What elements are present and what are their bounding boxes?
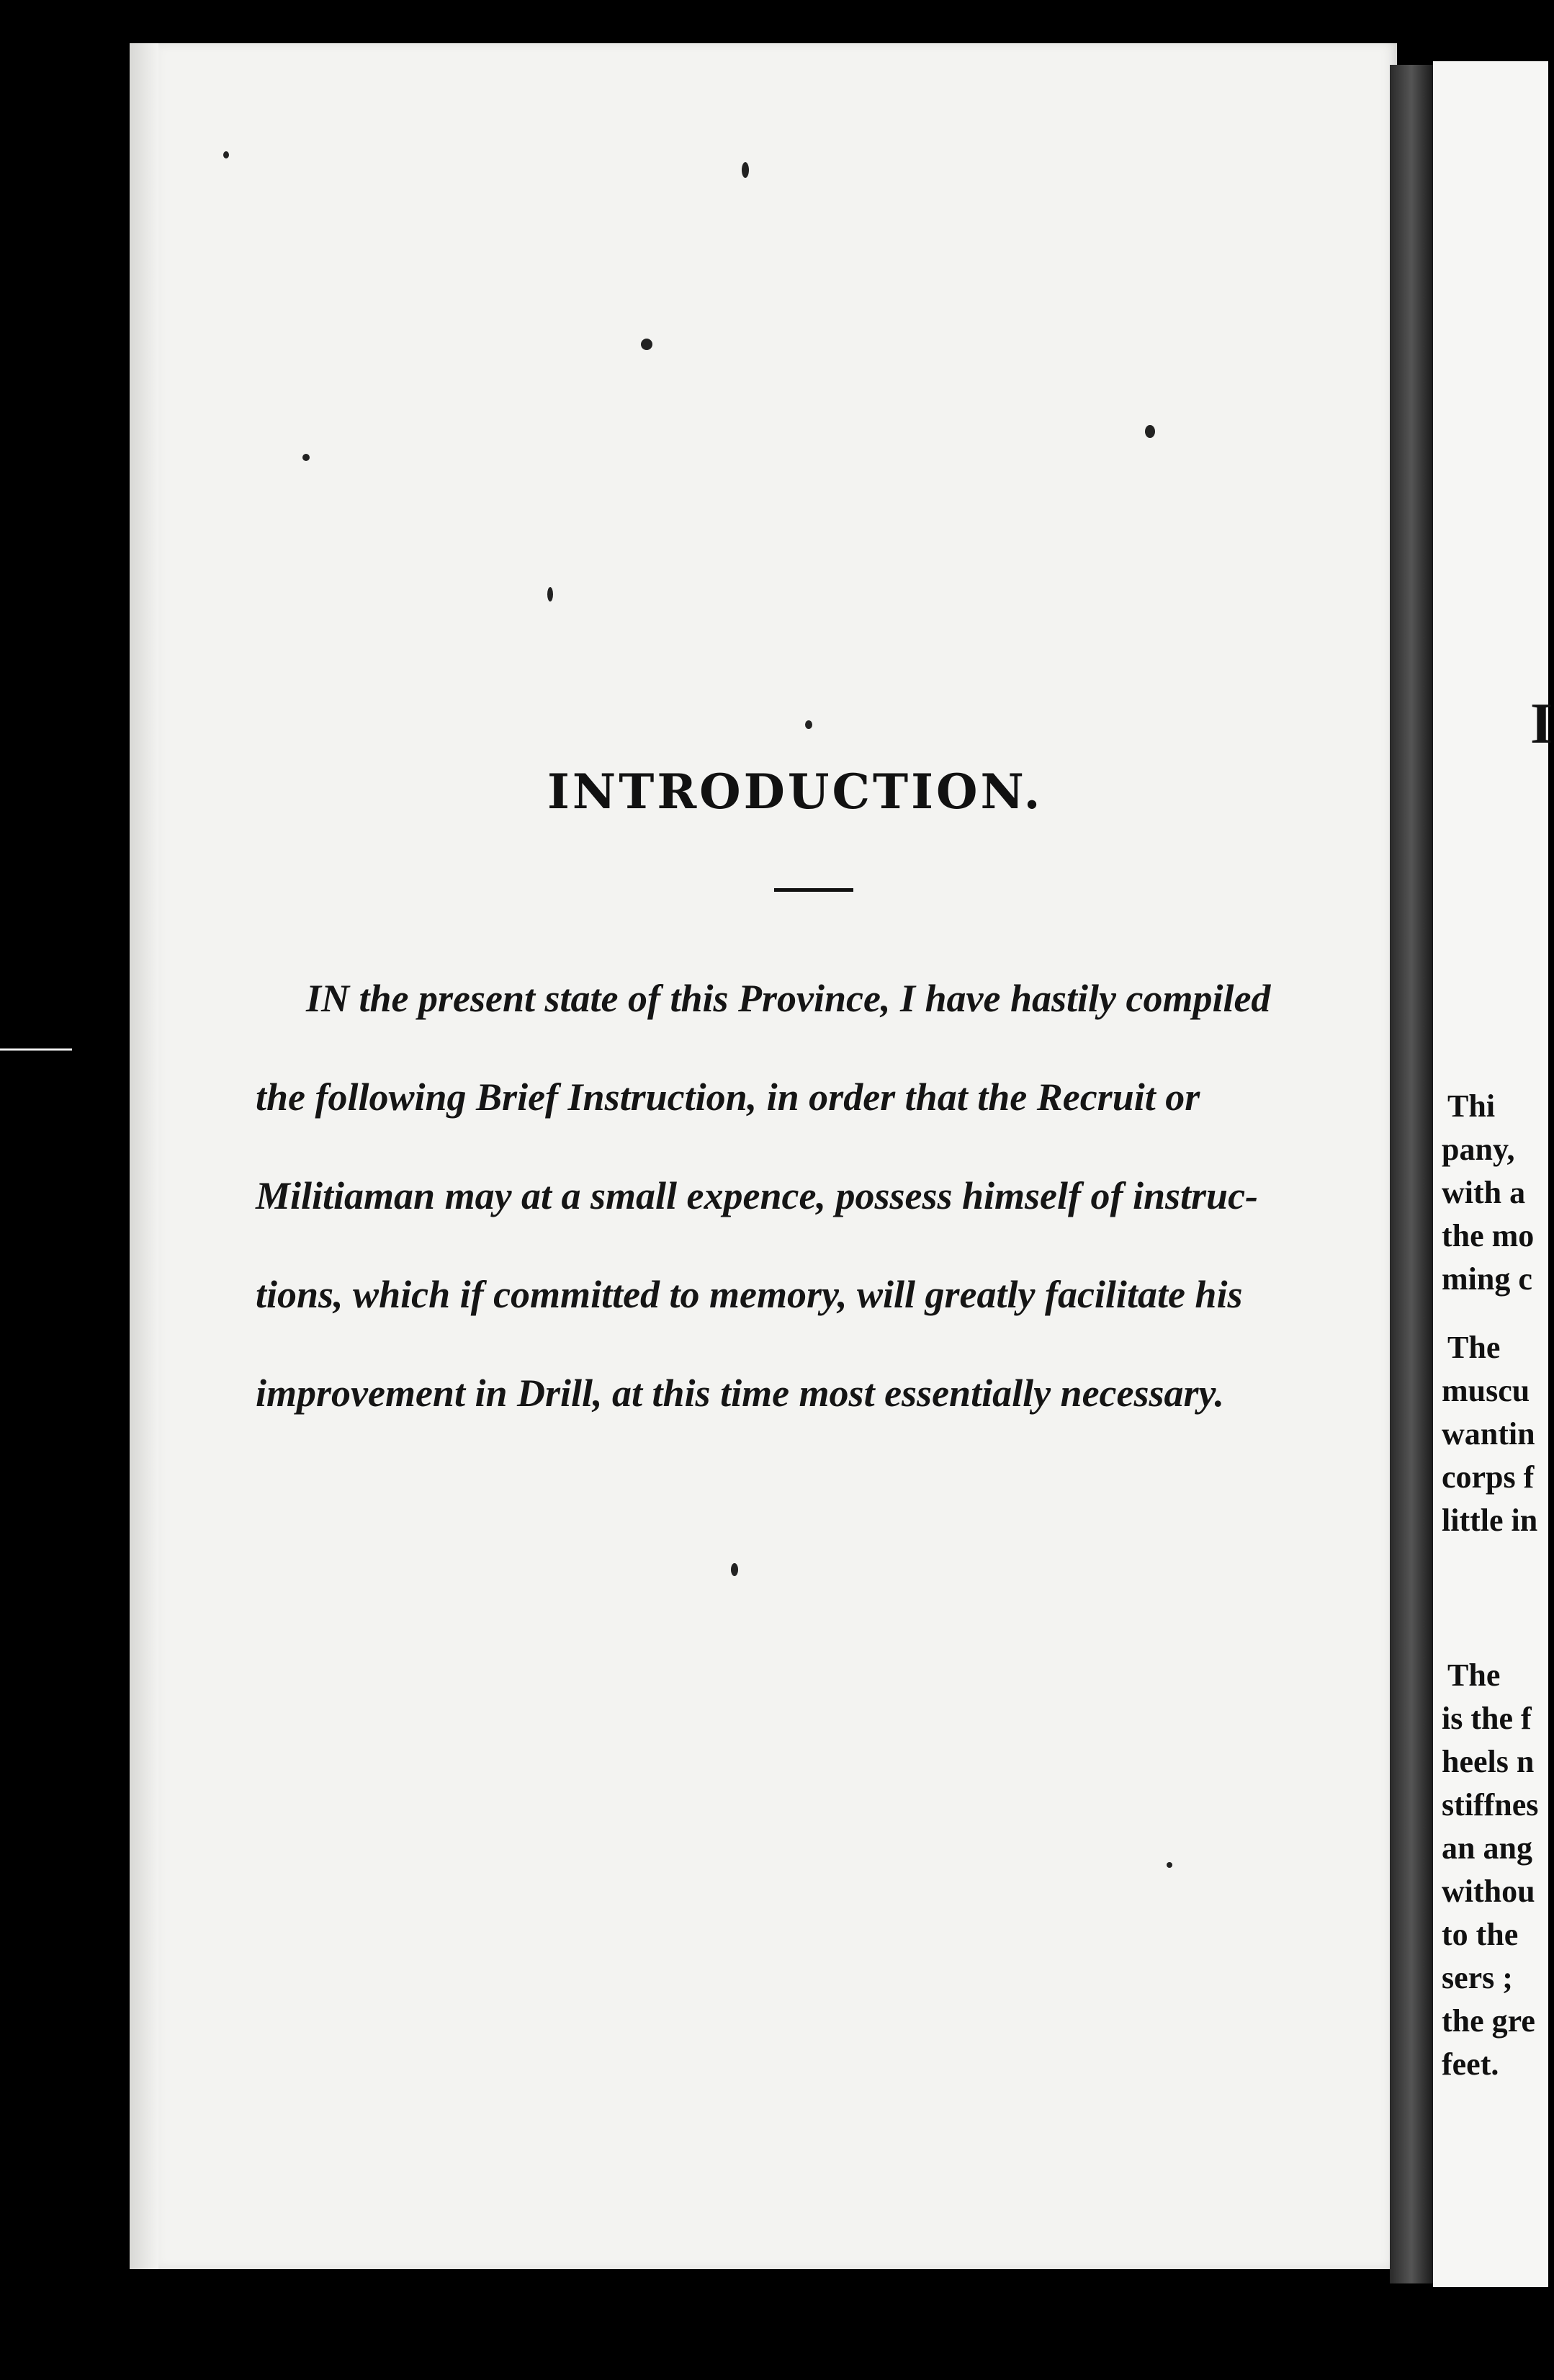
ink-speck — [805, 720, 812, 729]
paragraph-line: improvement in Drill, at this time most essentially necessary. — [256, 1372, 1224, 1415]
right-page-line: to the — [1442, 1917, 1519, 1952]
right-page-line: heels n — [1442, 1744, 1535, 1779]
ink-speck — [547, 587, 553, 601]
ink-speck — [302, 454, 310, 461]
right-page-line: feet. — [1442, 2046, 1499, 2082]
right-page-line: with a — [1442, 1175, 1526, 1210]
ink-speck — [1145, 425, 1155, 438]
page-title: INTRODUCTION. — [547, 764, 1043, 820]
left-page-edge — [130, 43, 158, 2269]
right-page-line: muscu — [1442, 1373, 1530, 1408]
ink-speck — [731, 1563, 738, 1576]
right-page-line: wantin — [1442, 1416, 1535, 1451]
ink-speck — [223, 151, 229, 158]
right-page-line: The — [1447, 1330, 1501, 1365]
right-page-line: corps f — [1442, 1459, 1535, 1495]
right-page-line: stiffnes — [1442, 1787, 1539, 1822]
right-page-line: the mo — [1442, 1218, 1535, 1253]
right-page-line: Thi — [1447, 1088, 1496, 1124]
right-page-line: pany, — [1442, 1132, 1515, 1167]
ink-speck — [742, 162, 749, 178]
book-gutter — [1390, 65, 1433, 2283]
right-page-line: The — [1447, 1658, 1501, 1693]
right-page-line: withou — [1442, 1874, 1535, 1909]
right-page-line: the gre — [1442, 2003, 1535, 2039]
ink-speck — [641, 339, 652, 350]
right-page-line: sers ; — [1442, 1960, 1513, 1995]
right-page-line: an ang — [1442, 1830, 1532, 1866]
right-page-heading-fragment: I — [1530, 692, 1553, 756]
arrow-mark-icon — [0, 1046, 72, 1053]
paragraph-line: Militiaman may at a small expence, possess himself of instruc- — [256, 1174, 1259, 1217]
paragraph-line: tions, which if committed to memory, will greatly facilitate his — [256, 1273, 1243, 1316]
right-page-line: ming c — [1442, 1261, 1532, 1297]
right-page-line: little in — [1442, 1503, 1538, 1538]
right-page-line: is the f — [1442, 1701, 1532, 1736]
title-divider — [774, 888, 853, 892]
ink-speck — [1167, 1862, 1172, 1868]
paragraph-line: IN the present state of this Province, I have hastily compiled — [306, 977, 1271, 1020]
paragraph-line: the following Brief Instruction, in order that the Recruit or — [256, 1075, 1200, 1119]
introduction-paragraph — [256, 949, 1357, 1443]
